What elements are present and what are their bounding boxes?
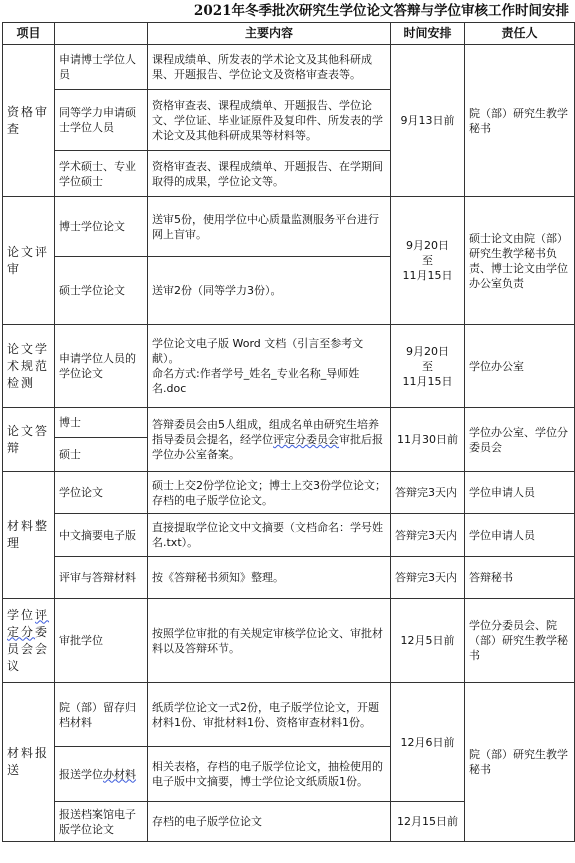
- content-text: 审批后报学位办公室备案。: [152, 433, 383, 461]
- content-cell: 纸质学位论文一式2份，电子版学位论文，开题材料1份、审批材料1份、资格审查材料1份。: [148, 683, 391, 747]
- table-row: [3, 472, 575, 514]
- owner-cell: 学位办公室: [465, 325, 575, 408]
- category-review: 论文评审: [3, 197, 55, 325]
- owner-cell: 硕士论文由院（部）研究生教学秘书负责、博士论文由学位办公室负责: [465, 197, 575, 325]
- time-cell: 12月5日前: [391, 599, 465, 683]
- sub-item: 院（部）留存归档材料: [55, 683, 148, 747]
- sub-item: 硕士: [55, 438, 148, 472]
- sub-item: 博士学位论文: [55, 197, 148, 257]
- sub-item: 博士: [55, 408, 148, 438]
- sub-item: 报送档案馆电子版学位论文: [55, 802, 148, 842]
- owner-cell: 院（部）研究生教学秘书: [465, 683, 575, 842]
- content-cell: 按照学位审批的有关规定审核学位论文、审批材料以及答辩环节。: [148, 599, 391, 683]
- category-text: 学位: [7, 607, 36, 622]
- category-check: 论文学术规范检测: [3, 325, 55, 408]
- sub-item: 学位论文: [55, 472, 148, 514]
- table-row: [3, 197, 575, 257]
- content-cell: 学位论文电子版 Word 文档（引言至参考文献）。 命名方式:作者学号_姓名_专业名称_导师姓名.doc: [148, 325, 391, 408]
- header-owner: 责任人: [465, 23, 575, 45]
- owner-cell: 学位办公室、学位分委员会: [465, 408, 575, 472]
- sub-item: [55, 747, 148, 802]
- header-item: 项目: [3, 23, 55, 45]
- header-time: 时间安排: [391, 23, 465, 45]
- content-cell: 相关表格，存档的电子版学位论文，抽检使用的电子版中文摘要，博士学位论文纸质版1份。: [148, 747, 391, 802]
- sub-item: 同等学力申请硕士学位人员: [55, 90, 148, 151]
- category-materials: 材料整理: [3, 472, 55, 599]
- category-submission: 材料报送: [3, 683, 55, 842]
- category-approval: [3, 599, 55, 683]
- content-cell: 资格审查表、课程成绩单、开题报告、学位论文、学位证、毕业证原件及复印件、所发表的学术论文及其他科研成果等材料等。: [148, 90, 391, 151]
- table-row: [3, 599, 575, 683]
- content-cell: 存档的电子版学位论文: [148, 802, 391, 842]
- content-cell: 送审5份，使用学位中心质量监测服务平台进行网上盲审。: [148, 197, 391, 257]
- content-cell: 送审2份（同等学力3份）。: [148, 257, 391, 325]
- time-cell: 9月13日前: [391, 45, 465, 197]
- time-cell: 12月6日前: [391, 683, 465, 802]
- owner-cell: 学位申请人员: [465, 472, 575, 514]
- table-row: [3, 325, 575, 408]
- table-row: [3, 514, 575, 557]
- header-content: 主要内容: [148, 23, 391, 45]
- page-title: 2021年冬季批次研究生学位论文答辩与学位审核工作时间安排: [193, 3, 569, 19]
- table-row: [3, 683, 575, 747]
- time-cell: 12月15日前: [391, 802, 465, 842]
- owner-cell: 答辩秘书: [465, 557, 575, 599]
- category-link-text: 评定分: [7, 607, 50, 639]
- sub-item: 申请学位人员的学位论文: [55, 325, 148, 408]
- content-text: 答辩委员会由5人组成，组成名单由研究生培养指导委员会提名，经学位: [152, 418, 379, 446]
- content-cell: [148, 408, 391, 472]
- owner-cell: 院（部）研究生教学秘书: [465, 45, 575, 197]
- header-item-sub: [55, 23, 148, 45]
- header-row: [3, 23, 575, 45]
- content-cell: 资格审查表、课程成绩单、开题报告、在学期间取得的成果，学位论文等。: [148, 151, 391, 197]
- sub-link-text: 办材料: [103, 767, 136, 781]
- sub-item: 评审与答辩材料: [55, 557, 148, 599]
- content-link-text: 评定分委员会: [273, 433, 339, 446]
- time-cell: 11月30日前: [391, 408, 465, 472]
- owner-cell: 学位分委员会、院（部）研究生教学秘书: [465, 599, 575, 683]
- time-cell: 答辩完3天内: [391, 514, 465, 557]
- category-text: 委员会会议: [7, 624, 50, 673]
- content-cell: 课程成绩单、所发表的学术论文及其他科研成果、开题报告、学位论文及资格审查表等。: [148, 45, 391, 90]
- time-cell: 答辩完3天内: [391, 557, 465, 599]
- time-cell: 答辩完3天内: [391, 472, 465, 514]
- category-defense: 论文答辩: [3, 408, 55, 472]
- sub-item: 申请博士学位人员: [55, 45, 148, 90]
- owner-cell: 学位申请人员: [465, 514, 575, 557]
- time-cell: 9月20日 至 11月15日: [391, 197, 465, 325]
- sub-item: 中文摘要电子版: [55, 514, 148, 557]
- time-cell: 9月20日 至 11月15日: [391, 325, 465, 408]
- content-cell: 直接提取学位论文中文摘要（文档命名：学号姓名.txt）。: [148, 514, 391, 557]
- content-cell: 硕士上交2份学位论文；博士上交3份学位论文；存档的电子版学位论文。: [148, 472, 391, 514]
- sub-text: 报送学位: [59, 767, 103, 781]
- schedule-table: [2, 22, 575, 842]
- table-row: [3, 408, 575, 438]
- table-row: [3, 557, 575, 599]
- sub-item: 学术硕士、专业学位硕士: [55, 151, 148, 197]
- content-cell: 按《答辩秘书须知》整理。: [148, 557, 391, 599]
- category-qualification: 资格审查: [3, 45, 55, 197]
- sub-item: 硕士学位论文: [55, 257, 148, 325]
- table-row: [3, 45, 575, 90]
- sub-item: 审批学位: [55, 599, 148, 683]
